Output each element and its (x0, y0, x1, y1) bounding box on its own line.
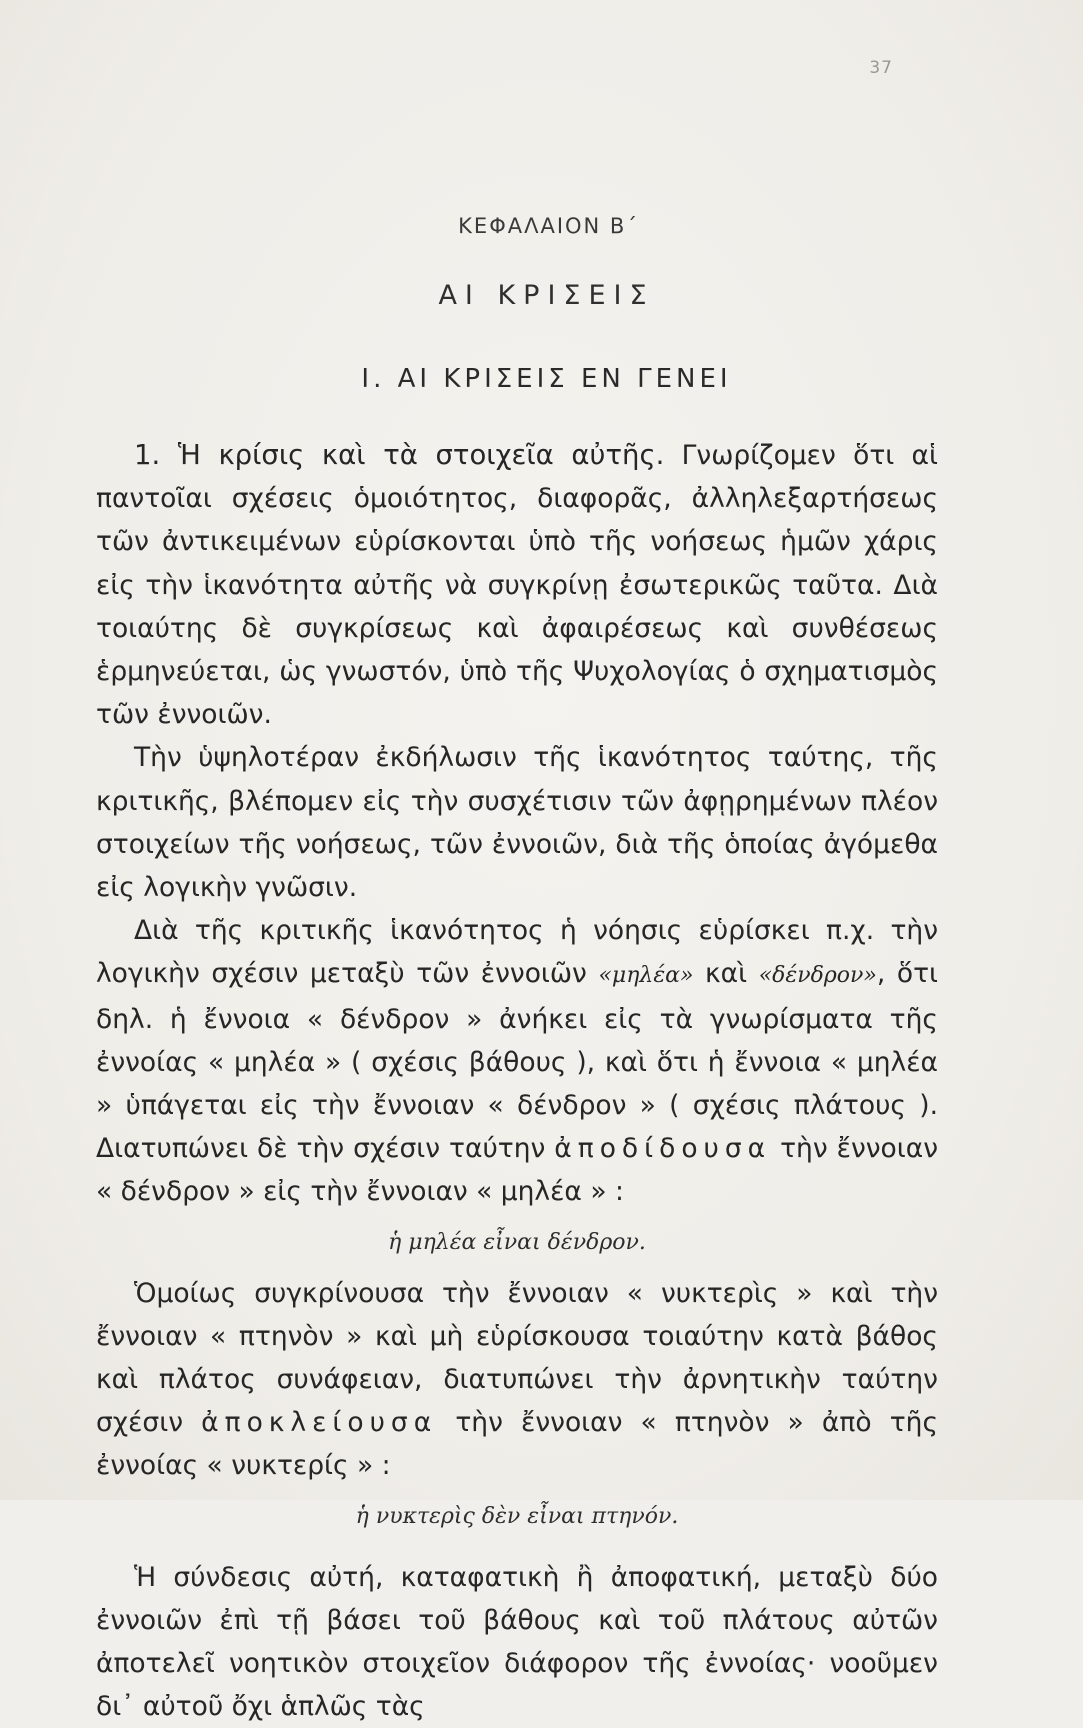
paragraph-4-text-b: τὴν ἔννοιαν « πτηνὸν » ἀπὸ τῆς ἐννοίας « νυκτερίς » : (96, 1407, 938, 1482)
section-heading: Ι. ΑΙ ΚΡΙΣΕΙΣ ΕΝ ΓΕΝΕΙ (361, 364, 732, 394)
paragraph-3-text-b: καὶ (693, 958, 759, 990)
paragraph-3-text-d: τὴν ἔννοιαν « δένδρον » εἰς τὴν ἔννοιαν « μηλέα » : (96, 1133, 938, 1208)
paragraph-5: Ἡ σύνδεσις αὐτή, καταφατικὴ ἢ ἀποφατική, μεταξὺ δύο ἐννοιῶν ἐπὶ τῇ βάσει τοῦ βάθους καὶ τοῦ πλάτους αὐτῶν ἀποτελεῖ νοητικὸν στοιχεῖον διάφορον τῆς ἐννοίας· νοοῦμεν δι᾿ αὐτοῦ ὄχι ἁπλῶς τὰς (96, 1561, 938, 1723)
paragraph-2: Τὴν ὑψηλοτέραν ἐκδήλωσιν τῆς ἱκανότητος ταύτης, τῆς κριτικῆς, βλέπομεν εἰς τὴν συσχέτισιν τῶν ἀφῃρημένων πλέον στοιχείων τῆς νοήσεως, τῶν ἐννοιῶν, διὰ τῆς ὁποίας ἀγόμεθα εἰς λογικὴν γνῶσιν. (96, 742, 938, 904)
paragraph-4 (96, 1272, 938, 1488)
spaced-word-apokleiousa: ἀποκλείουσα (201, 1407, 438, 1439)
paragraph-1 (96, 434, 938, 736)
paragraph-1-text: Γνωρίζομεν ὅτι αἱ παντοῖαι σχέσεις ὁμοιότητος, διαφορᾶς, ἀλληλεξαρτήσεως τῶν ἀντικειμένων εὑρίσκονται ὑπὸ τῆς νοήσεως ἡμῶν χάρις εἰς τὴν ἱκανότητα αὐτῆς νὰ συγκρίνῃ ἐσωτερικῶς ταῦτα. Διὰ τοιαύτης δὲ συγκρίσεως καὶ ἀφαιρέσεως καὶ συνθέσεως ἑρμηνεύεται, ὡς γνωστόν, ὑπὸ τῆς Ψυχολογίας ὁ σχηματισμὸς τῶν ἐννοιῶν. (96, 440, 938, 731)
term-milea: «μηλέα» (598, 963, 694, 989)
paragraph-3-text-a: Διὰ τῆς κριτικῆς ἱκανότητος ἡ νόησις εὑρίσκει π.χ. τὴν λογικὴν σχέσιν μεταξὺ τῶν ἐννοιῶν (96, 915, 938, 990)
chapter-title: ΑΙ ΚΡΙΣΕΙΣ (438, 280, 655, 311)
page-number: 37 (869, 58, 893, 78)
paragraph-3 (96, 909, 938, 1213)
example-formula-affirmative: ἡ μηλέα εἶναι δένδρον. (388, 1229, 646, 1255)
example-formula-negative: ἡ νυκτερὶς δὲν εἶναι πτηνόν. (355, 1503, 679, 1529)
paragraph-heading: 1. Ἡ κρίσις καὶ τὰ στοιχεῖα αὐτῆς. (134, 439, 665, 471)
paragraph-4-text-a: Ὁμοίως συγκρίνουσα τὴν ἔννοιαν « νυκτερὶς » καὶ τὴν ἔννοιαν « πτηνὸν » καὶ μὴ εὑρίσκουσα τοιαύτην κατὰ βάθος καὶ πλάτος συνάφειαν, διατυπώνει τὴν ἀρνητικὴν ταύτην σχέσιν (96, 1277, 938, 1439)
paragraph-3-text-c: , ὅτι δηλ. ἡ ἔννοια « δένδρον » ἀνήκει εἰς τὰ γνωρίσματα τῆς ἐννοίας « μηλέα » ( σχέσις βάθους ), καὶ ὅτι ἡ ἔννοια « μηλέα » ὑπάγεται εἰς τὴν ἔννοιαν « δένδρον » ( σχέσις πλάτους ). Διατυπώνει δὲ τὴν σχέσιν ταύτην (96, 958, 939, 1165)
chapter-heading: ΚΕΦΑΛΑΙΟΝ Β΄ (458, 214, 639, 238)
term-dendron: «δένδρον» (758, 963, 877, 989)
body-text (96, 434, 938, 1728)
spaced-word-apodidousa: ἀποδίδουσα (554, 1133, 772, 1165)
